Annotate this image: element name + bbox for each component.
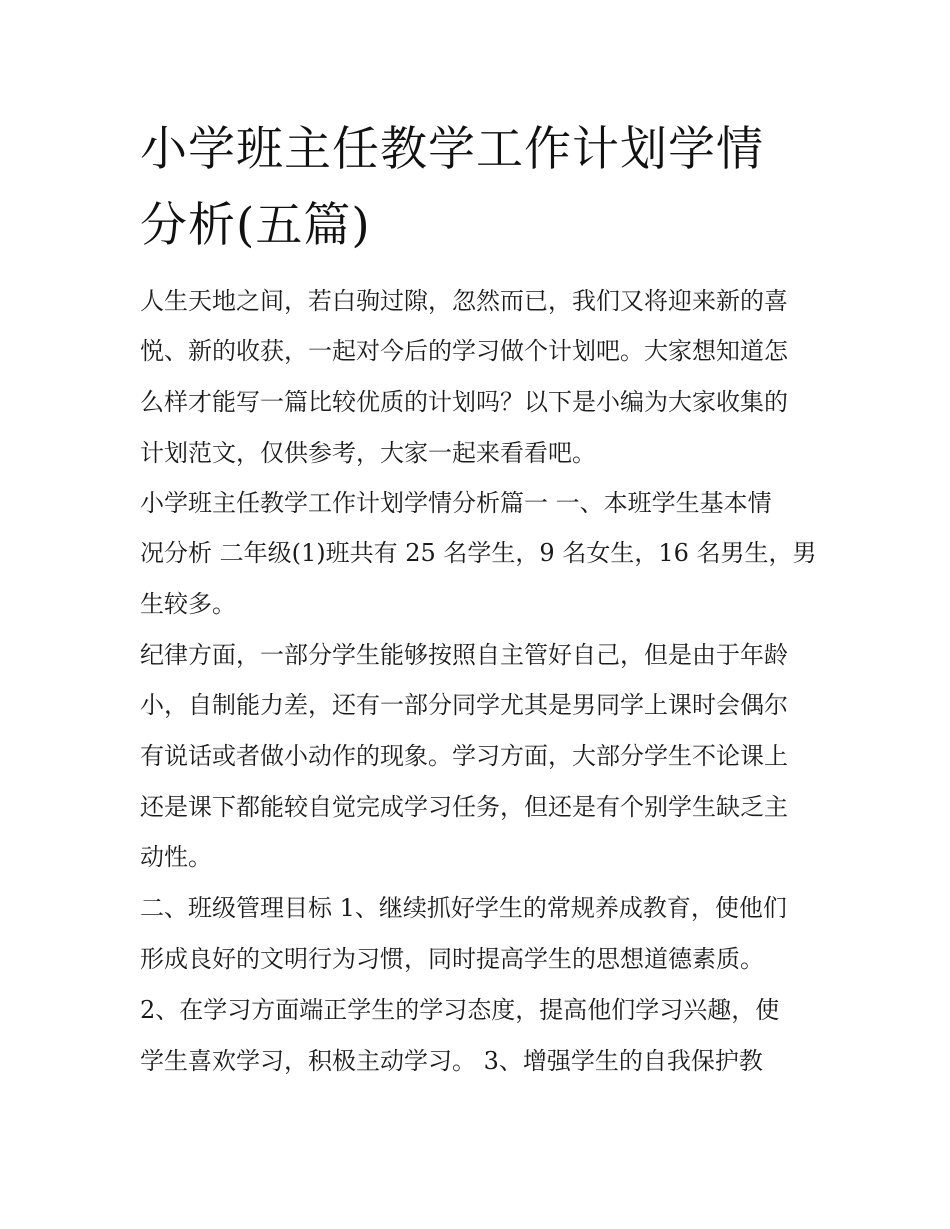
body-line: 生较多。 xyxy=(140,590,236,618)
body-line: 形成良好的文明行为习惯，同时提高学生的思想道德素质。 xyxy=(140,945,764,973)
body-line: 动性。 xyxy=(140,843,212,871)
body-line: 小，自制能力差，还有一部分同学尤其是男同学上课时会偶尔 xyxy=(140,691,788,719)
body-line: 悦、新的收获，一起对今后的学习做个计划吧。大家想知道怎 xyxy=(140,337,788,365)
title-line-2: 分析(五篇) xyxy=(140,198,371,253)
title-line-1: 小学班主任教学工作计划学情 xyxy=(140,122,764,177)
body-line: 二、班级管理目标 1、继续抓好学生的常规养成教育，使他们 xyxy=(140,894,787,922)
body-line: 有说话或者做小动作的现象。学习方面，大部分学生不论课上 xyxy=(140,742,788,770)
body-line: 况分析 二年级(1)班共有 25 名学生，9 名女生，16 名男生，男 xyxy=(140,539,817,567)
document-title xyxy=(140,112,830,264)
body-line: 还是课下都能较自觉完成学习任务，但还是有个别学生缺乏主 xyxy=(140,793,788,821)
body-line: 计划范文，仅供参考，大家一起来看看吧。 xyxy=(140,439,596,467)
body-line: 学生喜欢学习，积极主动学习。 3、增强学生的自我保护教 xyxy=(140,1047,763,1075)
body-line: 2、在学习方面端正学生的学习态度，提高他们学习兴趣，使 xyxy=(140,996,780,1024)
body-line: 人生天地之间，若白驹过隙，忽然而已，我们又将迎来新的喜 xyxy=(140,287,788,315)
body-line: 么样才能写一篇比较优质的计划吗？以下是小编为大家收集的 xyxy=(140,388,788,416)
body-line: 小学班主任教学工作计划学情分析篇一 一、本班学生基本情 xyxy=(140,489,772,517)
body-line: 纪律方面，一部分学生能够按照自主管好自己，但是由于年龄 xyxy=(140,641,788,669)
